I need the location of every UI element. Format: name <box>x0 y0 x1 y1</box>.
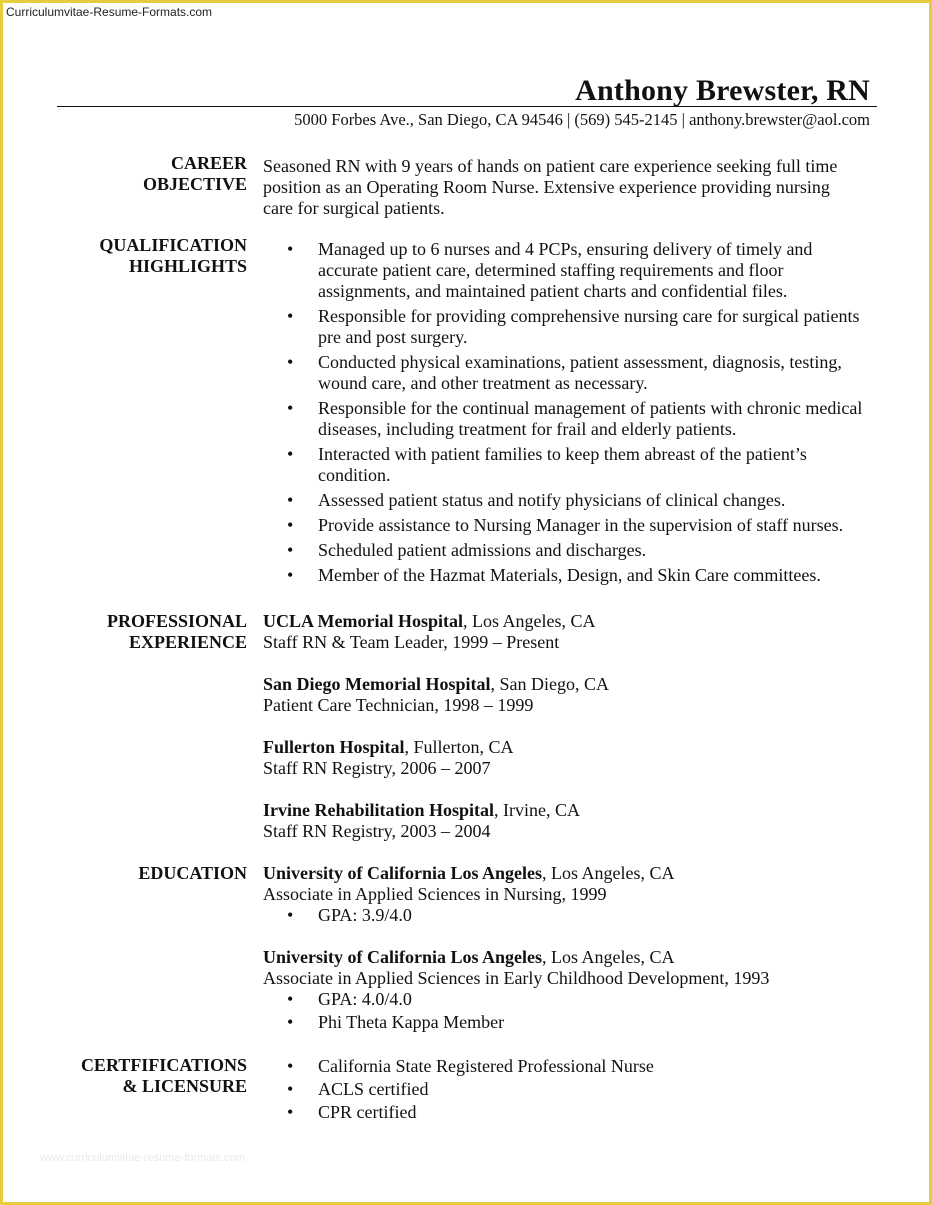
objective-text: Seasoned RN with 9 years of hands on patient care experience seeking full time position as an Operating Room Nurse. Extensive experience providing nursing care for surgical patients. <box>263 156 838 218</box>
employer-name: Irvine Rehabilitation Hospital <box>263 800 495 820</box>
contact-line: 5000 Forbes Ave., San Diego, CA 94546 | (569) 545-2145 | anthony.brewster@aol.com <box>294 110 870 129</box>
site-watermark: Curriculumvitae-Resume-Formats.com <box>6 5 213 19</box>
degree: Associate in Applied Sciences in Early Childhood Development, 1993 <box>263 968 770 988</box>
experience-entry <box>263 674 883 716</box>
list-item: • Responsible for providing comprehensive nursing care for surgical patients pre and post surgery. <box>287 306 860 347</box>
section-label: PROFESSIONAL EXPERIENCE <box>106 611 247 652</box>
bullet-icon: • <box>287 444 294 464</box>
list-item: • GPA: 3.9/4.0 <box>287 905 412 925</box>
education-entry <box>263 863 883 926</box>
certifications-list <box>263 1056 883 1123</box>
candidate-name: Anthony Brewster, RN <box>575 74 870 107</box>
header-divider <box>57 106 877 107</box>
bullet-icon: • <box>287 352 294 372</box>
school-name: University of California Los Angeles <box>263 947 542 967</box>
bullet-icon: • <box>287 1056 294 1076</box>
bullet-icon: • <box>287 989 294 1009</box>
list-item: • Member of the Hazmat Materials, Design, and Skin Care committees. <box>287 565 821 585</box>
section-label: CAREER OBJECTIVE <box>142 153 247 194</box>
list-item: • Provide assistance to Nursing Manager in the supervision of staff nurses. <box>287 515 844 535</box>
bullet-icon: • <box>287 1102 294 1122</box>
experience-entry <box>263 800 883 842</box>
list-item: • Interacted with patient families to keep them abreast of the patient’s condition. <box>287 444 807 485</box>
list-item: • Scheduled patient admissions and discharges. <box>287 540 647 560</box>
highlights-list <box>263 239 883 586</box>
job-title: Staff RN Registry, 2003 – 2004 <box>263 821 491 841</box>
section-label: QUALIFICATION HIGHLIGHTS <box>99 235 247 276</box>
bullet-icon: • <box>287 515 294 535</box>
bullet-icon: • <box>287 239 294 259</box>
school-location: , Los Angeles, CA <box>542 863 675 883</box>
education-entry <box>263 947 883 1033</box>
job-title: Patient Care Technician, 1998 – 1999 <box>263 695 534 715</box>
list-item: • GPA: 4.0/4.0 <box>287 989 412 1009</box>
list-item: • CPR certified <box>287 1102 417 1122</box>
section-label: EDUCATION <box>138 863 247 883</box>
list-item: • Conducted physical examinations, patient assessment, diagnosis, testing, wound care, and other treatment as necessary. <box>287 352 842 393</box>
employer-location: , Irvine, CA <box>494 800 581 820</box>
employer-location: , Fullerton, CA <box>404 737 514 757</box>
bullet-icon: • <box>287 306 294 326</box>
section-label: CERTFIFICATIONS & LICENSURE <box>80 1055 247 1096</box>
bullet-icon: • <box>287 565 294 585</box>
bullet-icon: • <box>287 398 294 418</box>
job-title: Staff RN Registry, 2006 – 2007 <box>263 758 491 778</box>
degree: Associate in Applied Sciences in Nursing, 1999 <box>263 884 607 904</box>
employer-location: , San Diego, CA <box>490 674 609 694</box>
experience-list <box>263 611 883 863</box>
education-details <box>263 989 883 1033</box>
bullet-icon: • <box>287 905 294 925</box>
employer-name: Fullerton Hospital <box>263 737 405 757</box>
employer-name: UCLA Memorial Hospital <box>263 611 463 631</box>
list-item: • Assessed patient status and notify physicians of clinical changes. <box>287 490 786 510</box>
list-item: • ACLS certified <box>287 1079 429 1099</box>
bullet-icon: • <box>287 1012 294 1032</box>
list-item: • California State Registered Professional Nurse <box>287 1056 654 1076</box>
list-item: • Phi Theta Kappa Member <box>287 1012 505 1032</box>
job-title: Staff RN & Team Leader, 1999 – Present <box>263 632 560 652</box>
bullet-icon: • <box>287 540 294 560</box>
experience-entry <box>263 737 883 779</box>
school-name: University of California Los Angeles <box>263 863 542 883</box>
education-list <box>263 863 883 1054</box>
employer-location: , Los Angeles, CA <box>463 611 596 631</box>
employer-name: San Diego Memorial Hospital <box>263 674 491 694</box>
bullet-icon: • <box>287 490 294 510</box>
footer-watermark: www.curriculumvitae-resume-formats.com <box>40 1152 245 1164</box>
experience-entry <box>263 611 883 653</box>
bullet-icon: • <box>287 1079 294 1099</box>
list-item: • Responsible for the continual management of patients with chronic medical diseases, including treatment for frail and elderly patients. <box>287 398 863 439</box>
list-item: • Managed up to 6 nurses and 4 PCPs, ensuring delivery of timely and accurate patient care, determined staffing requirements and floor assignments, and maintained patient charts and confidential files. <box>287 239 813 301</box>
school-location: , Los Angeles, CA <box>542 947 675 967</box>
education-details <box>263 905 883 926</box>
